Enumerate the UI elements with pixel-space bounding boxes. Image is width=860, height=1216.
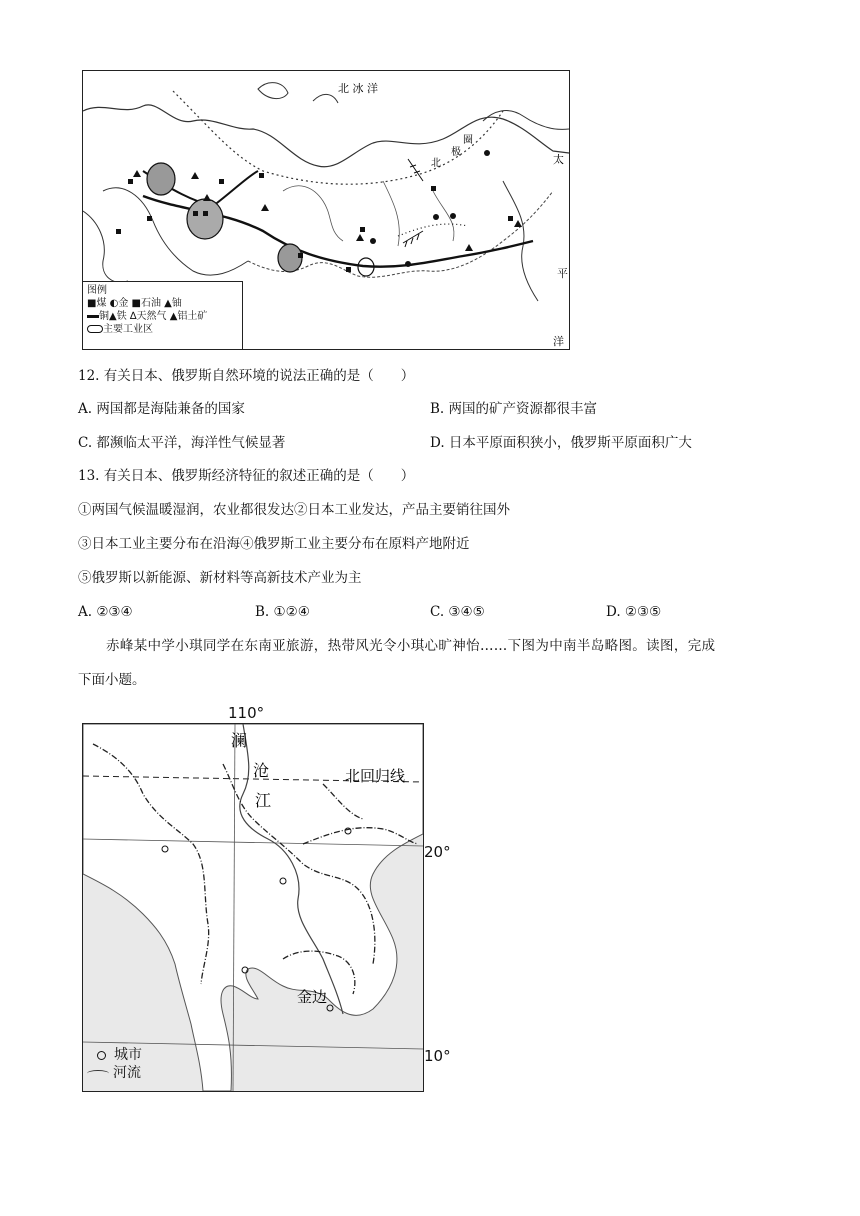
arctic-circle-label-1: 北 [431,158,441,169]
lancang-river-label-1: 澜 [231,731,248,750]
q13-option-a: A. ②③④ [78,604,133,620]
q12-option-b: B. 两国的矿产资源都很丰富 [430,401,598,417]
intro-line-1: 赤峰某中学小琪同学在东南亚旅游，热带风光令小琪心旷神怡……下图为中南半岛略图。读图，完成 [106,638,716,654]
q13-line-2: ③日本工业主要分布在沿海④俄罗斯工业主要分布在原料产地附近 [78,536,470,552]
latitude-20-label: 20° [424,843,451,861]
q13-option-b: B. ①②④ [255,604,310,620]
pacific-label-2: 平 [557,267,568,280]
q13-line-1: ①两国气候温暖湿润，农业都很发达②日本工业发达，产品主要销往国外 [78,502,510,518]
legend-title: 图例 [87,285,107,296]
q13-line-3: ⑤俄罗斯以新能源、新材料等高新技术产业为主 [78,570,362,586]
arctic-circle-label-3: 圈 [463,135,473,146]
arctic-ocean-label: 北 冰 洋 [338,82,378,95]
map2-legend [85,1046,142,1082]
q12-stem: 12. 有关日本、俄罗斯自然环境的说法正确的是（ ） [78,368,415,384]
indochina-map-graphic [83,724,423,1091]
phnom-penh-label: 金边 [297,988,328,1006]
russia-resource-map [82,70,570,350]
q13-stem: 13. 有关日本、俄罗斯经济特征的叙述正确的是（ ） [78,468,415,484]
copper-line-icon [87,315,99,318]
legend-row-3: 主要工业区 [87,323,238,336]
pacific-label-1: 太 [553,153,564,166]
pacific-label-3: 洋 [553,335,564,348]
lancang-river-label-3: 江 [255,791,272,810]
arctic-circle-label-2: 极 [451,147,461,158]
q12-option-a: A. 两国都是海陆兼备的国家 [78,401,245,417]
q12-option-c: C. 都濒临太平洋，海洋性气候显著 [78,435,286,451]
river-line-icon [87,1070,109,1077]
city-dot-icon [97,1051,106,1060]
q13-option-c: C. ③④⑤ [430,604,485,620]
legend-row-1: ■煤 ◐金 ■石油 ▲铀 [87,298,182,309]
map1-legend [83,281,243,349]
longitude-110-label: 110° [228,704,265,722]
industrial-zone-icon [87,325,103,333]
indochina-map [82,723,424,1092]
q13-option-d: D. ②③⑤ [606,604,662,620]
q12-option-d: D. 日本平原面积狭小，俄罗斯平原面积广大 [430,435,692,451]
legend-city-row: 城市 [85,1046,142,1064]
legend-row-2: 铜▲铁 ∆天然气 ▲铝土矿 [87,310,238,323]
tropic-of-cancer-label: 北回归线 [345,767,406,785]
intro-line-2: 下面小题。 [78,672,146,688]
latitude-10-label: 10° [424,1047,451,1065]
legend-river-row: 河流 [85,1064,142,1082]
lancang-river-label-2: 沧 [253,761,270,780]
